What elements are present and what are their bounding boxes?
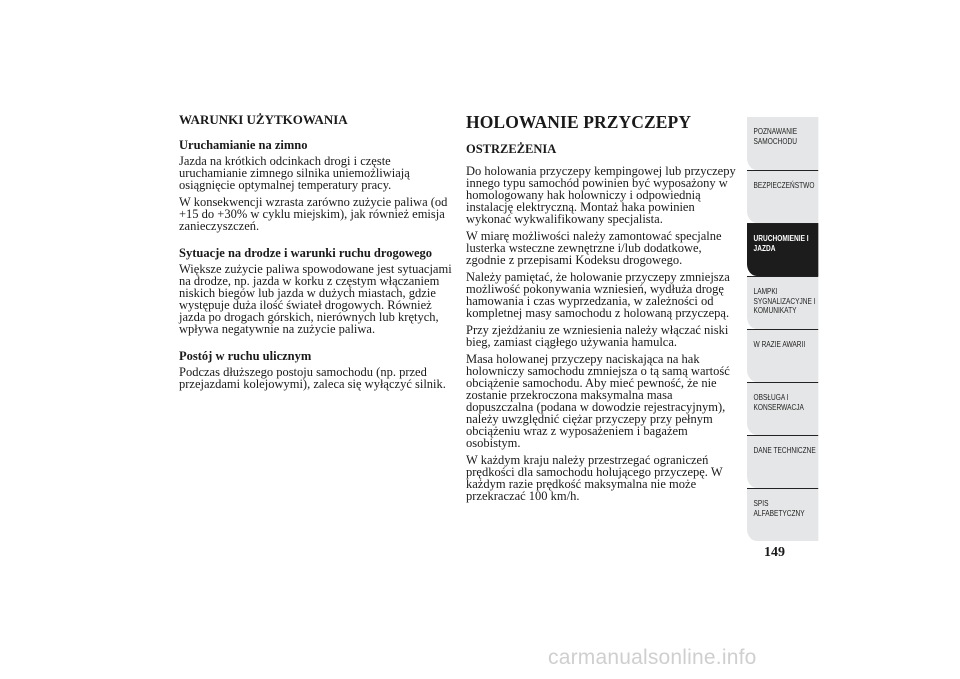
- chapter-tabs: [747, 117, 819, 541]
- tab-bezpieczenstwo[interactable]: BEZPIECZEŃSTWO: [747, 170, 818, 223]
- warnings-heading: OSTRZEŻENIA: [466, 142, 557, 156]
- paragraph: Jazda na krótkich odcinkach drogi i częste uruchamianie zimnego silnika uniemożliwiają osiągnięcie optymalnej temperatury pracy.: [179, 154, 410, 192]
- right-column: [466, 112, 741, 507]
- paragraph: Masa holowanej przyczepy naciskająca na hak holowniczy samochodu zmniejsza o tą samą wartość obciążenie samochodu. Aby mieć pewność, że nie zostanie przekroczona maksymalna masa dopuszczalna (podana w dowodzie rejestracyjnym), należy uwzględnić ciężar przyczepy przy pełnym obciążeniu wraz z wyposażeniem i bagażem osobistym.: [466, 352, 730, 450]
- tab-spis-alfabetyczny[interactable]: SPIS ALFABETYCZNY: [747, 488, 818, 541]
- tab-dane-techniczne[interactable]: DANE TECHNICZNE: [747, 435, 818, 488]
- watermark: carmanualsonline.info: [548, 646, 757, 669]
- tab-poznawanie-samochodu[interactable]: POZNAWANIE SAMOCHODU: [747, 117, 818, 170]
- page-number: 149: [764, 545, 785, 560]
- paragraph: Do holowania przyczepy kempingowej lub przyczepy innego typu samochód powinien być wyposażony w homologowany hak holowniczy i odpowiednią instalację elektryczną. Montaż haka powinien wykonać wykwalifikowany specjalista.: [466, 164, 736, 226]
- tab-w-razie-awarii[interactable]: W RAZIE AWARII: [747, 329, 818, 382]
- tab-obsluga-i-konserwacja[interactable]: OBSŁUGA I KONSERWACJA: [747, 382, 818, 435]
- section-title: WARUNKI UŻYTKOWANIA: [179, 112, 348, 127]
- left-column: [179, 112, 455, 395]
- block-heading: Sytuacje na drodze i warunki ruchu drogowego: [179, 246, 433, 260]
- paragraph: Większe zużycie paliwa spowodowane jest sytuacjami na drodze, np. jazda w korku z częstym włączaniem niskich biegów lub jazda w dużych miastach, gdzie występuje duża ilość świateł drogowych. Również jazda po drogach górskich, nierównych lub krętych, wpływa negatywnie na zużycie paliwa.: [179, 262, 452, 336]
- paragraph: Należy pamiętać, że holowanie przyczepy zmniejsza możliwość pokonywania wzniesień, wydłuża drogę hamowania i czas wyprzedzania, w zależności od kompletnej masy samochodu z holowaną przyczepą.: [466, 270, 730, 320]
- paragraph: W konsekwencji wzrasta zarówno zużycie paliwa (od +15 do +30% w cyklu miejskim), jak również emisja zanieczyszczeń.: [179, 195, 448, 233]
- paragraph: W każdym kraju należy przestrzegać ograniczeń prędkości dla samochodu holującego przyczepę. W każdym razie prędkość maksymalna nie może przekraczać 100 km/h.: [466, 453, 723, 503]
- tab-uruchomienie-i-jazda[interactable]: URUCHOMIENIE I JAZDA: [747, 223, 818, 276]
- tab-lampki-sygnalizacyjne[interactable]: LAMPKI SYGNALIZACYJNE I KOMUNIKATY: [747, 276, 818, 329]
- block-road-conditions: [179, 246, 455, 335]
- chapter-title: HOLOWANIE PRZYCZEPY: [466, 112, 692, 132]
- block-heading: Uruchamianie na zimno: [179, 138, 308, 152]
- block-heading: Postój w ruchu ulicznym: [179, 349, 312, 363]
- paragraph: Przy zjeżdżaniu ze wzniesienia należy włączać niski bieg, zamiast ciągłego używania hamulca.: [466, 323, 729, 349]
- block-traffic-stop: [179, 349, 455, 390]
- block-cold-start: [179, 138, 455, 232]
- paragraph: W miarę możliwości należy zamontować specjalne lusterka wsteczne zewnętrzne i/lub dodatkowe, zgodnie z przepisami Kodeksu drogowego.: [466, 229, 722, 267]
- paragraph: Podczas dłuższego postoju samochodu (np. przed przejazdami kolejowymi), zaleca się wyłączyć silnik.: [179, 365, 446, 391]
